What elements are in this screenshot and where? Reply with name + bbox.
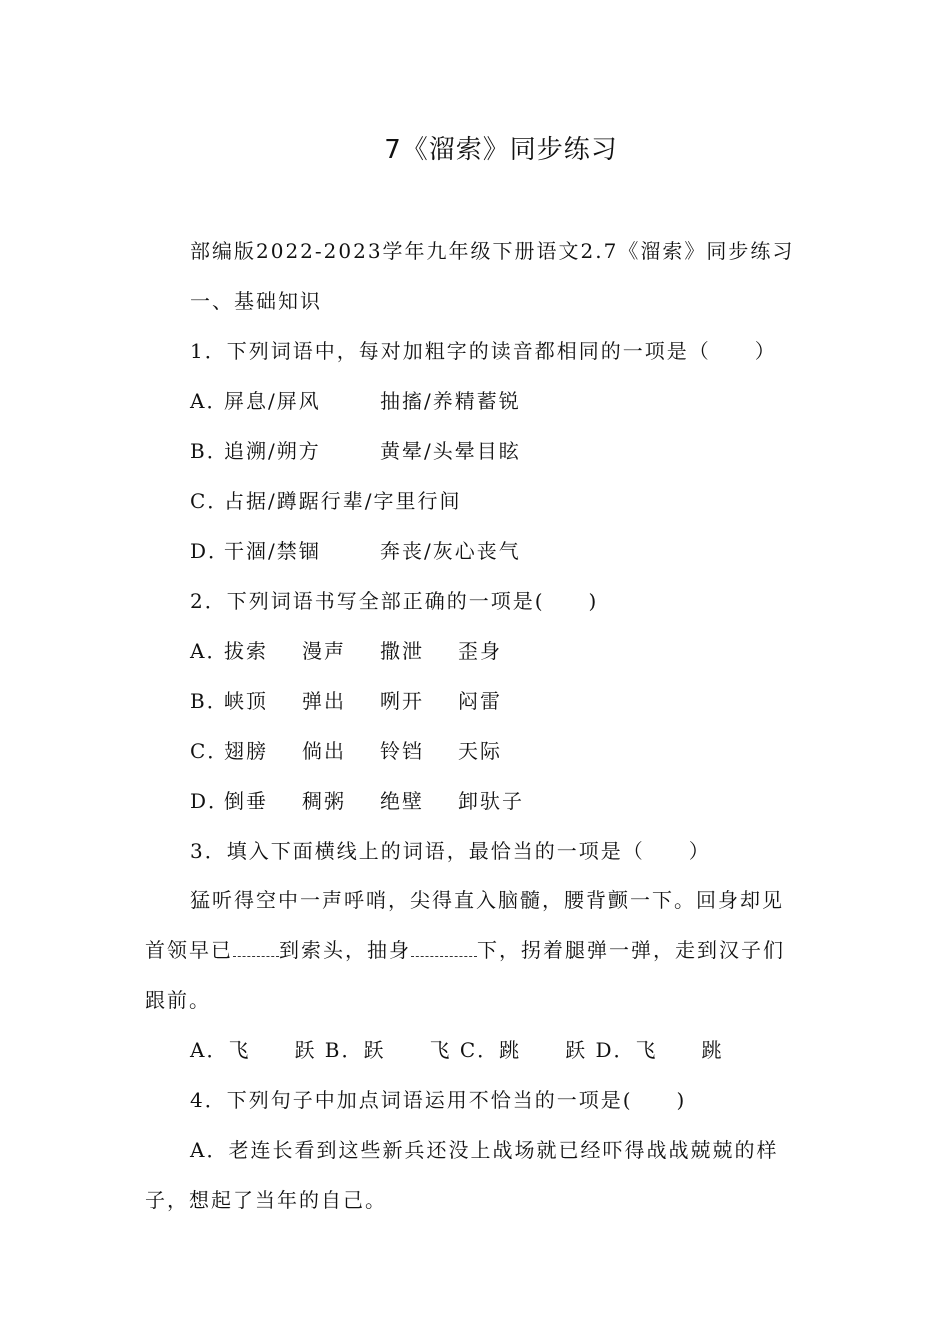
question-1-option-a: [190, 386, 521, 416]
option-word: 绝壁: [380, 789, 424, 813]
option-word: 翅膀: [224, 739, 268, 763]
option-text: 奔丧/灰心丧气: [380, 539, 521, 563]
option-label: D．: [190, 539, 231, 563]
question-2-option-c: [190, 736, 502, 766]
option-word: 稠粥: [302, 789, 346, 813]
option-word: 卸驮子: [458, 789, 524, 813]
option-text: 屏息/屏风: [224, 389, 321, 413]
question-2-option-b: [190, 686, 502, 716]
page-title: 7《溜索》同步练习: [384, 135, 618, 165]
option-word: 歪身: [458, 639, 502, 663]
option-label: B．: [190, 439, 229, 463]
option-label: C．: [190, 489, 230, 513]
question-1-option-b: [190, 436, 521, 466]
option-word: 峡顶: [224, 689, 268, 713]
question-3-passage-line-3: 跟前。: [145, 988, 211, 1012]
option-label: B．: [190, 689, 229, 713]
question-1-stem: 1．下列词语中，每对加粗字的读音都相同的一项是（ ）: [190, 339, 777, 363]
passage-text: 到索头，抽身: [279, 938, 411, 962]
option-word: 闷雷: [458, 689, 502, 713]
option-label: A．: [190, 639, 229, 663]
option-word: 倒垂: [224, 789, 268, 813]
question-1-option-c: [190, 486, 461, 516]
question-4-stem: 4．下列句子中加点词语运用不恰当的一项是( ): [190, 1088, 687, 1112]
document-subtitle: 部编版2022-2023学年九年级下册语文2.7《溜索》同步练习: [190, 239, 795, 263]
option-word: 天际: [458, 739, 502, 763]
question-3-passage-line-1: 猛听得空中一声呼哨，尖得直入脑髓，腰背颤一下。回身却见: [190, 888, 784, 912]
option-word: 拔索: [224, 639, 268, 663]
option-word: 撒泄: [380, 639, 424, 663]
option-word: 弹出: [302, 689, 346, 713]
question-3-passage-line-2: [145, 935, 785, 965]
question-3-stem: 3．填入下面横线上的词语，最恰当的一项是（ ）: [190, 839, 711, 863]
option-text: 占据/蹲踞行辈/字里行间: [224, 489, 462, 513]
question-2-option-d: [190, 786, 524, 816]
section-heading: 一、基础知识: [190, 289, 322, 313]
option-label: D．: [190, 789, 231, 813]
passage-text: 下，拐着腿弹一弹，走到汉子们: [477, 938, 785, 962]
option-text: 抽搐/养精蓄锐: [380, 389, 521, 413]
option-word: 漫声: [302, 639, 346, 663]
option-text: 黄晕/头晕目眩: [380, 439, 521, 463]
question-4-option-a-line-1: A．老连长看到这些新兵还没上战场就已经吓得战战兢兢的样: [190, 1138, 779, 1162]
option-word: 铃铛: [380, 739, 424, 763]
option-word: 咧开: [380, 689, 424, 713]
question-2-stem: 2．下列词语书写全部正确的一项是( ): [190, 589, 599, 613]
question-2-option-a: [190, 636, 502, 666]
question-1-option-d: [190, 536, 521, 566]
fill-blank-2[interactable]: [411, 938, 477, 957]
question-3-options: A．飞 跃 B．跃 飞 C．跳 跃 D．飞 跳: [190, 1038, 724, 1062]
passage-text: 首领早已: [145, 938, 233, 962]
option-text: 追溯/朔方: [224, 439, 321, 463]
question-4-option-a-line-2: 子，想起了当年的自己。: [145, 1188, 387, 1212]
option-word: 倘出: [302, 739, 346, 763]
option-label: A．: [190, 389, 229, 413]
option-label: C．: [190, 739, 230, 763]
option-text: 干涸/禁锢: [224, 539, 321, 563]
fill-blank-1[interactable]: [233, 938, 279, 957]
